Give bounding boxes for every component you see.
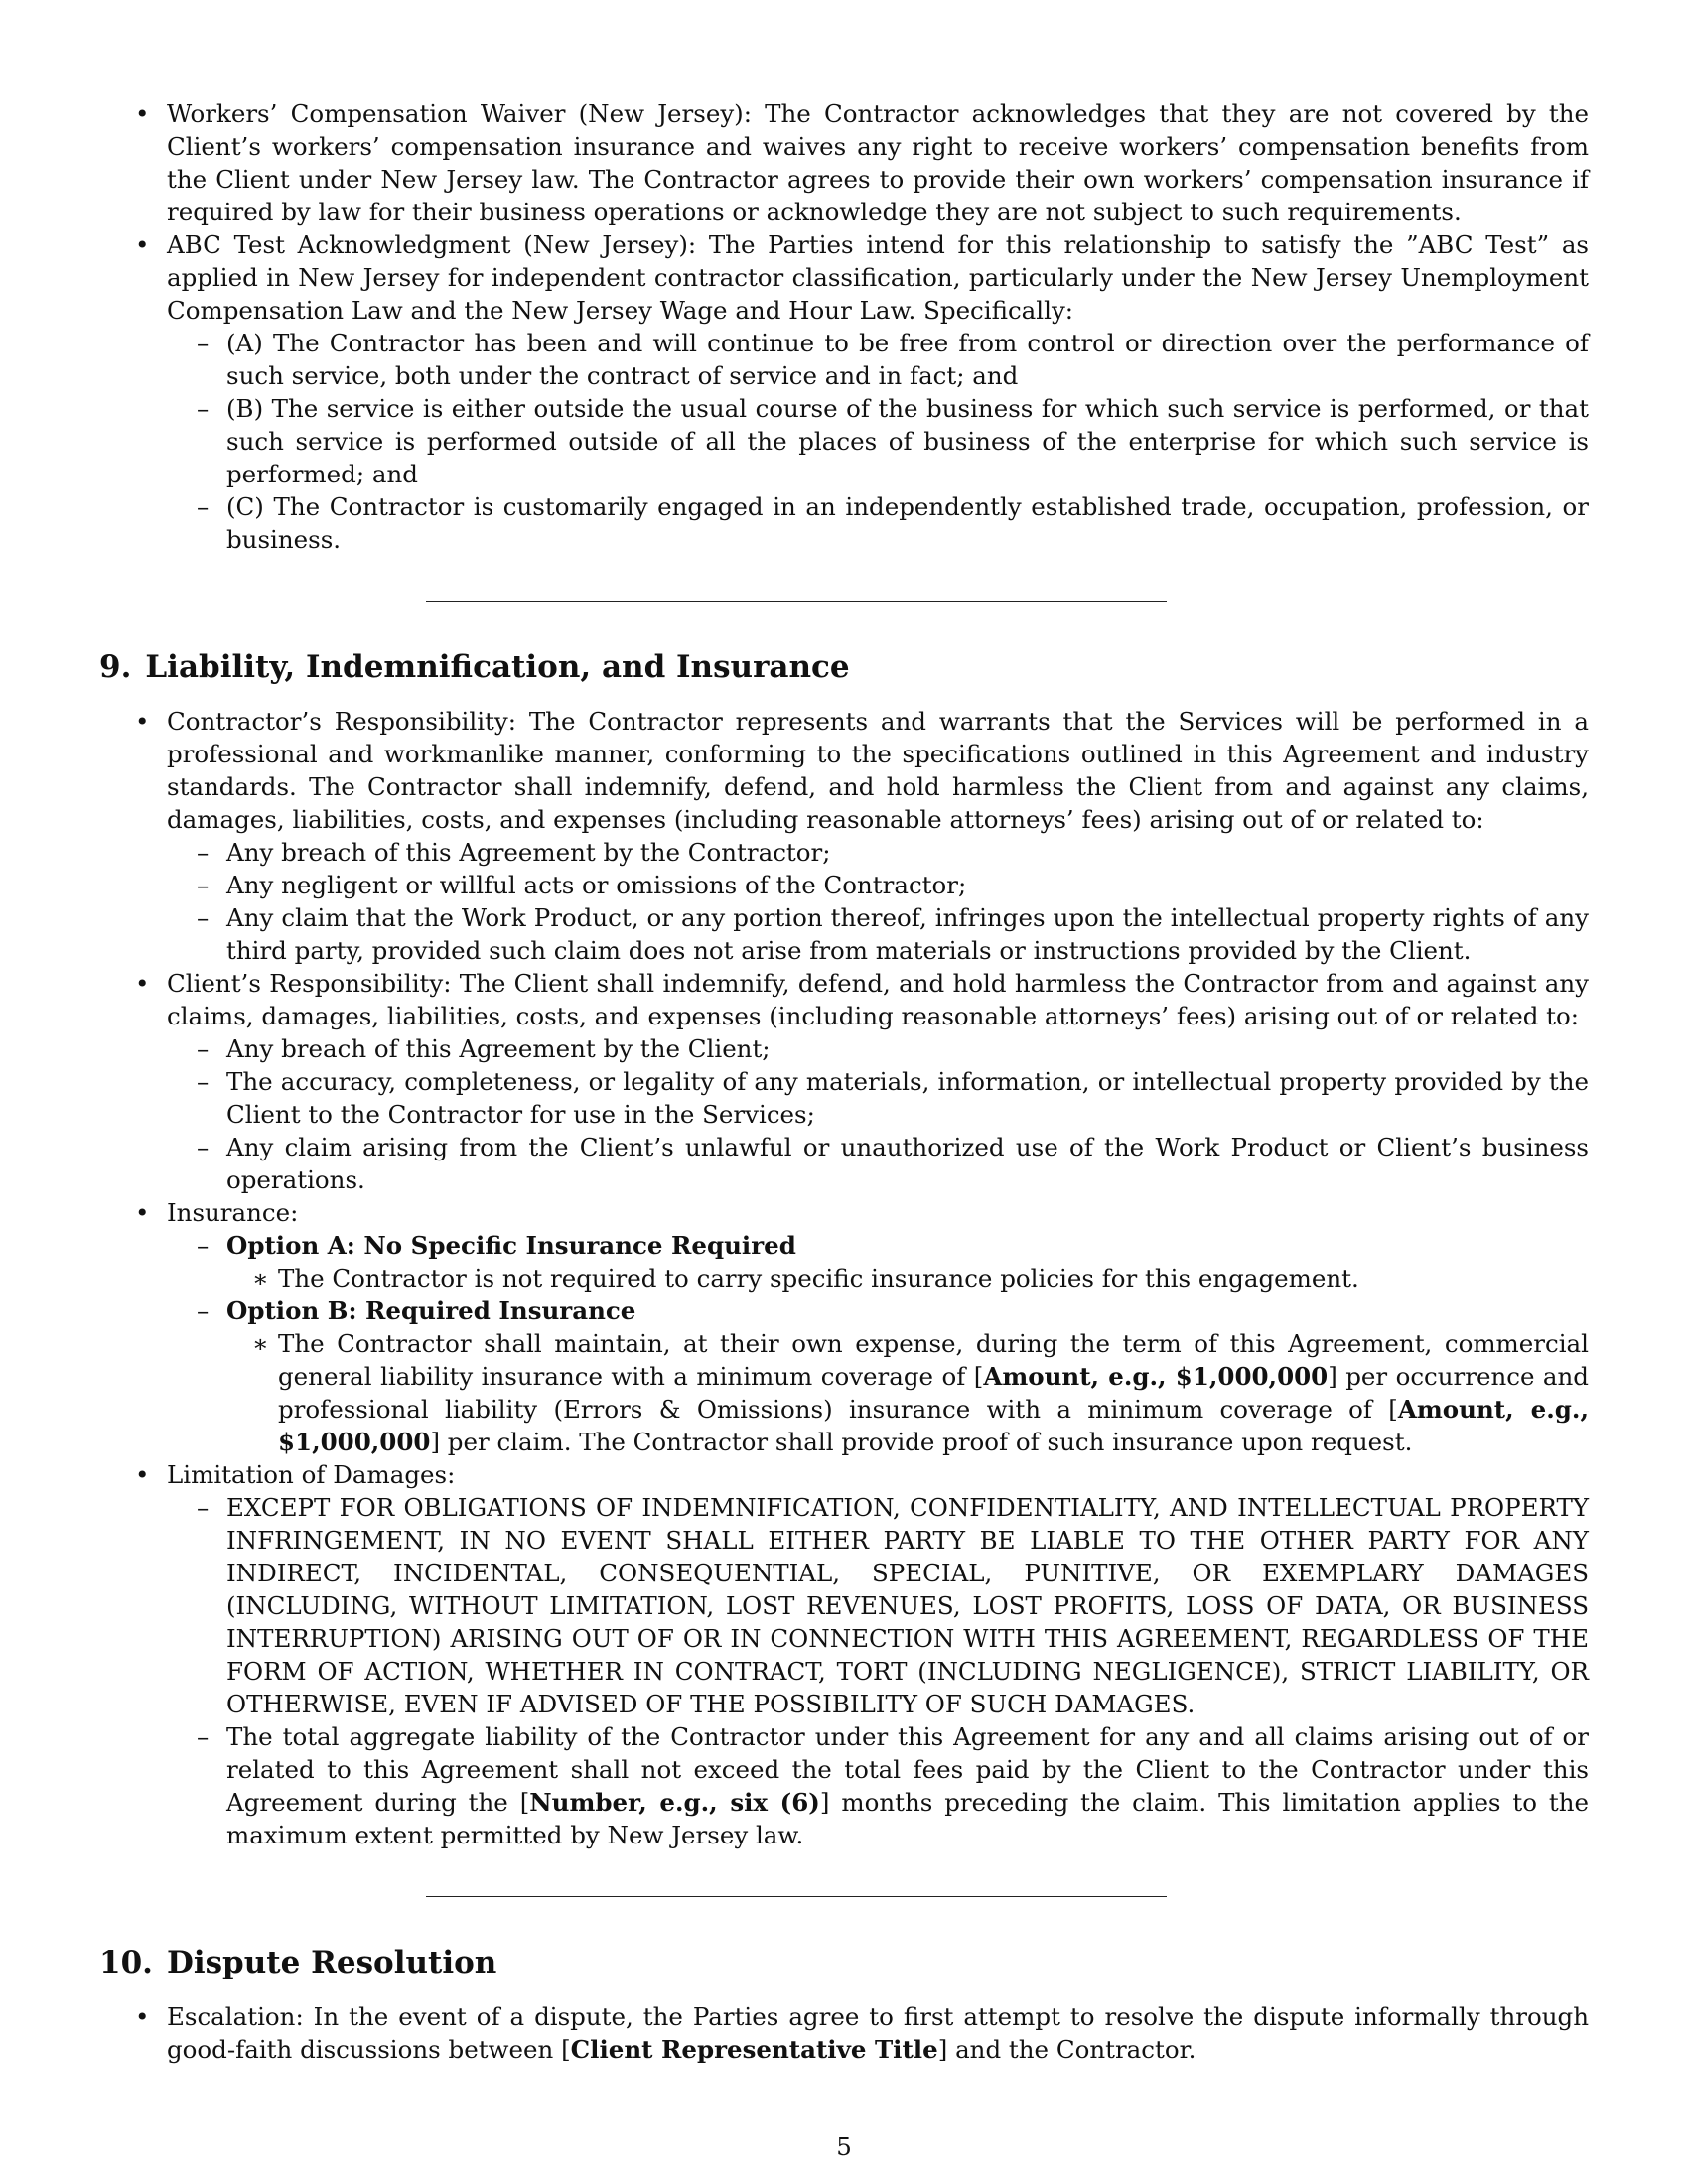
abc-criterion-c: – (C) The Contractor is customarily engaged in an independently established trade, occupation, profession, or business. [167,490,1589,556]
limitation-caps-clause: – EXCEPT FOR OBLIGATIONS OF INDEMNIFICATION, CONFIDENTIALITY, AND INTELLECTUAL PROPERTY INFRINGEMENT, IN NO EVENT SHALL EITHER PARTY BE LIABLE TO THE OTHER PARTY FOR ANY INDIRECT, INCIDENTAL, CONSEQUENTIAL, SPECIAL, PUNITIVE, OR EXEMPLARY DAMAGES (INCLUDING, WITHOUT LIMITATION, LOST REVENUES, LOST PROFITS, LOSS OF DATA, OR BUSINESS INTERRUPTION) ARISING OUT OF OR IN CONNECTION WITH THIS AGREEMENT, REGARDLESS OF THE FORM OF ACTION, WHETHER IN CONTRACT, TORT (INCLUDING NEGLIGENCE), STRICT LIABILITY, OR OTHERWISE, EVEN IF ADVISED OF THE POSSIBILITY OF SUCH DAMAGES. [167,1491,1589,1720]
page-content [99,97,1589,2066]
section-divider [426,601,1167,602]
option-b-title: Option B: Required Insurance [226,1297,636,1325]
escalation-text-part: ] and the Contractor. [937,2035,1196,2064]
client-indemnity-list [167,1032,1589,1196]
client-representative-placeholder: Client Representative Title [570,2035,938,2064]
option-a-text: ∗ The Contractor is not required to carry specific insurance policies for this engagement. [226,1262,1589,1295]
contractor-responsibility-text: Contractor’s Responsibility: The Contractor represents and warrants that the Services will be performed in a professional and workmanlike manner, conforming to the specifications outlined in this Agreement and industry standards. The Contractor shall indemnify, defend, and hold harmless the Client from and against any claims, damages, liabilities, costs, and expenses (including reasonable attorneys’ fees) arising out of or related to: [167,707,1589,834]
option-a-title: Option A: No Specific Insurance Required [226,1231,796,1260]
section-10-number: 10. [99,1945,153,1980]
contractor-indemnity-list [167,836,1589,967]
insurance-option-a [167,1229,1589,1295]
section-divider [426,1896,1167,1897]
option-b-text-part: ] per claim. The Contractor shall provide proof of such insurance upon request. [430,1428,1413,1456]
page-number: 5 [836,2132,852,2161]
abc-intro-text: ABC Test Acknowledgment (New Jersey): The Parties intend for this relationship to satisfy the ”ABC Test” as applied in New Jersey for independent contractor classification, particularly under the New Jersey Unemployment Compensation Law and the New Jersey Wage and Hour Law. Specifically: [167,230,1589,325]
limitation-total-clause [167,1720,1589,1851]
limitation-of-damages-item [99,1458,1589,1851]
insurance-option-b [167,1295,1589,1458]
abc-criterion-b: – (B) The service is either outside the usual course of the business for which such service is performed, or that such service is performed outside of all the places of business of the enterprise for which such service is performed; and [167,392,1589,490]
wc-waiver-text: Workers’ Compensation Waiver (New Jersey): The Contractor acknowledges that they are not covered by the Client’s workers’ compensation insurance and waives any right to receive workers’ compensation benefits from the Client under New Jersey law. The Contractor agrees to provide their own workers’ compensation insurance if required by law for their business operations or acknowledge they are not subject to such requirements. [167,99,1589,226]
abc-test-item [99,228,1589,556]
list-item: – Any claim that the Work Product, or any portion thereof, infringes upon the intellectual property rights of any third party, provided such claim does not arise from materials or instructions provided by the Client. [167,901,1589,967]
section-9-list [99,705,1589,1851]
option-b-text-part: The Contractor shall maintain, at their own expense, during the term of this Agreement, commercial general liability insurance with a minimum coverage of [ [278,1329,1589,1391]
insurance-item [99,1196,1589,1458]
abc-criteria-list [167,327,1589,556]
section-8-tail-list [99,97,1589,556]
section-9-number: 9. [99,649,132,685]
limitation-text-part: ] months preceding the claim. This limitation applies to the maximum extent permitted by New Jersey law. [226,1788,1590,1849]
insurance-options-list [167,1229,1589,1458]
wc-waiver-item [99,97,1589,228]
list-item: – Any claim arising from the Client’s unlawful or unauthorized use of the Work Product or Client’s business operations. [167,1131,1589,1196]
client-responsibility-text: Client’s Responsibility: The Client shall indemnify, defend, and hold harmless the Contractor from and against any claims, damages, liabilities, costs, and expenses (including reasonable attorneys’ fees) arising out of or related to: [167,969,1589,1030]
section-10-title: Dispute Resolution [166,1945,497,1980]
option-b-amount-placeholder: Amount, e.g., $1,000,000 [278,1395,1589,1456]
contractor-responsibility-item [99,705,1589,967]
insurance-label: Insurance: [167,1198,299,1227]
abc-criterion-a: – (A) The Contractor has been and will continue to be free from control or direction over the performance of such service, both under the contract of service and in fact; and [167,327,1589,392]
list-item: – Any breach of this Agreement by the Client; [167,1032,1589,1065]
section-10-list [99,2000,1589,2066]
option-b-text [226,1327,1589,1458]
limitation-text-part: The total aggregate liability of the Contractor under this Agreement for any and all claims arising out of or related to this Agreement shall not exceed the total fees paid by the Client to the Contractor under this Agreement during the [ [226,1722,1589,1817]
limitation-list [167,1491,1589,1851]
option-b-text-part: ] per occurrence and professional liability (Errors & Omissions) insurance with a minimum coverage of [ [278,1362,1589,1424]
list-item: – Any negligent or willful acts or omissions of the Contractor; [167,869,1589,901]
escalation-item [99,2000,1589,2066]
section-9-title: Liability, Indemnification, and Insurance [145,649,850,685]
option-b-amount-placeholder: Amount, e.g., $1,000,000 [983,1362,1329,1391]
escalation-text-part: Escalation: In the event of a dispute, the Parties agree to first attempt to resolve the dispute informally through good-faith discussions between [ [167,2002,1589,2064]
list-item: – The accuracy, completeness, or legality of any materials, information, or intellectual property provided by the Client to the Contractor for use in the Services; [167,1065,1589,1131]
option-b-details [226,1327,1589,1458]
section-10-heading [99,1943,1589,1982]
list-item: – Any breach of this Agreement by the Contractor; [167,836,1589,869]
section-9-heading [99,647,1589,687]
client-responsibility-item [99,967,1589,1196]
option-a-details [226,1262,1589,1295]
limitation-number-placeholder: Number, e.g., six (6) [529,1788,820,1817]
limitation-label: Limitation of Damages: [167,1460,456,1489]
